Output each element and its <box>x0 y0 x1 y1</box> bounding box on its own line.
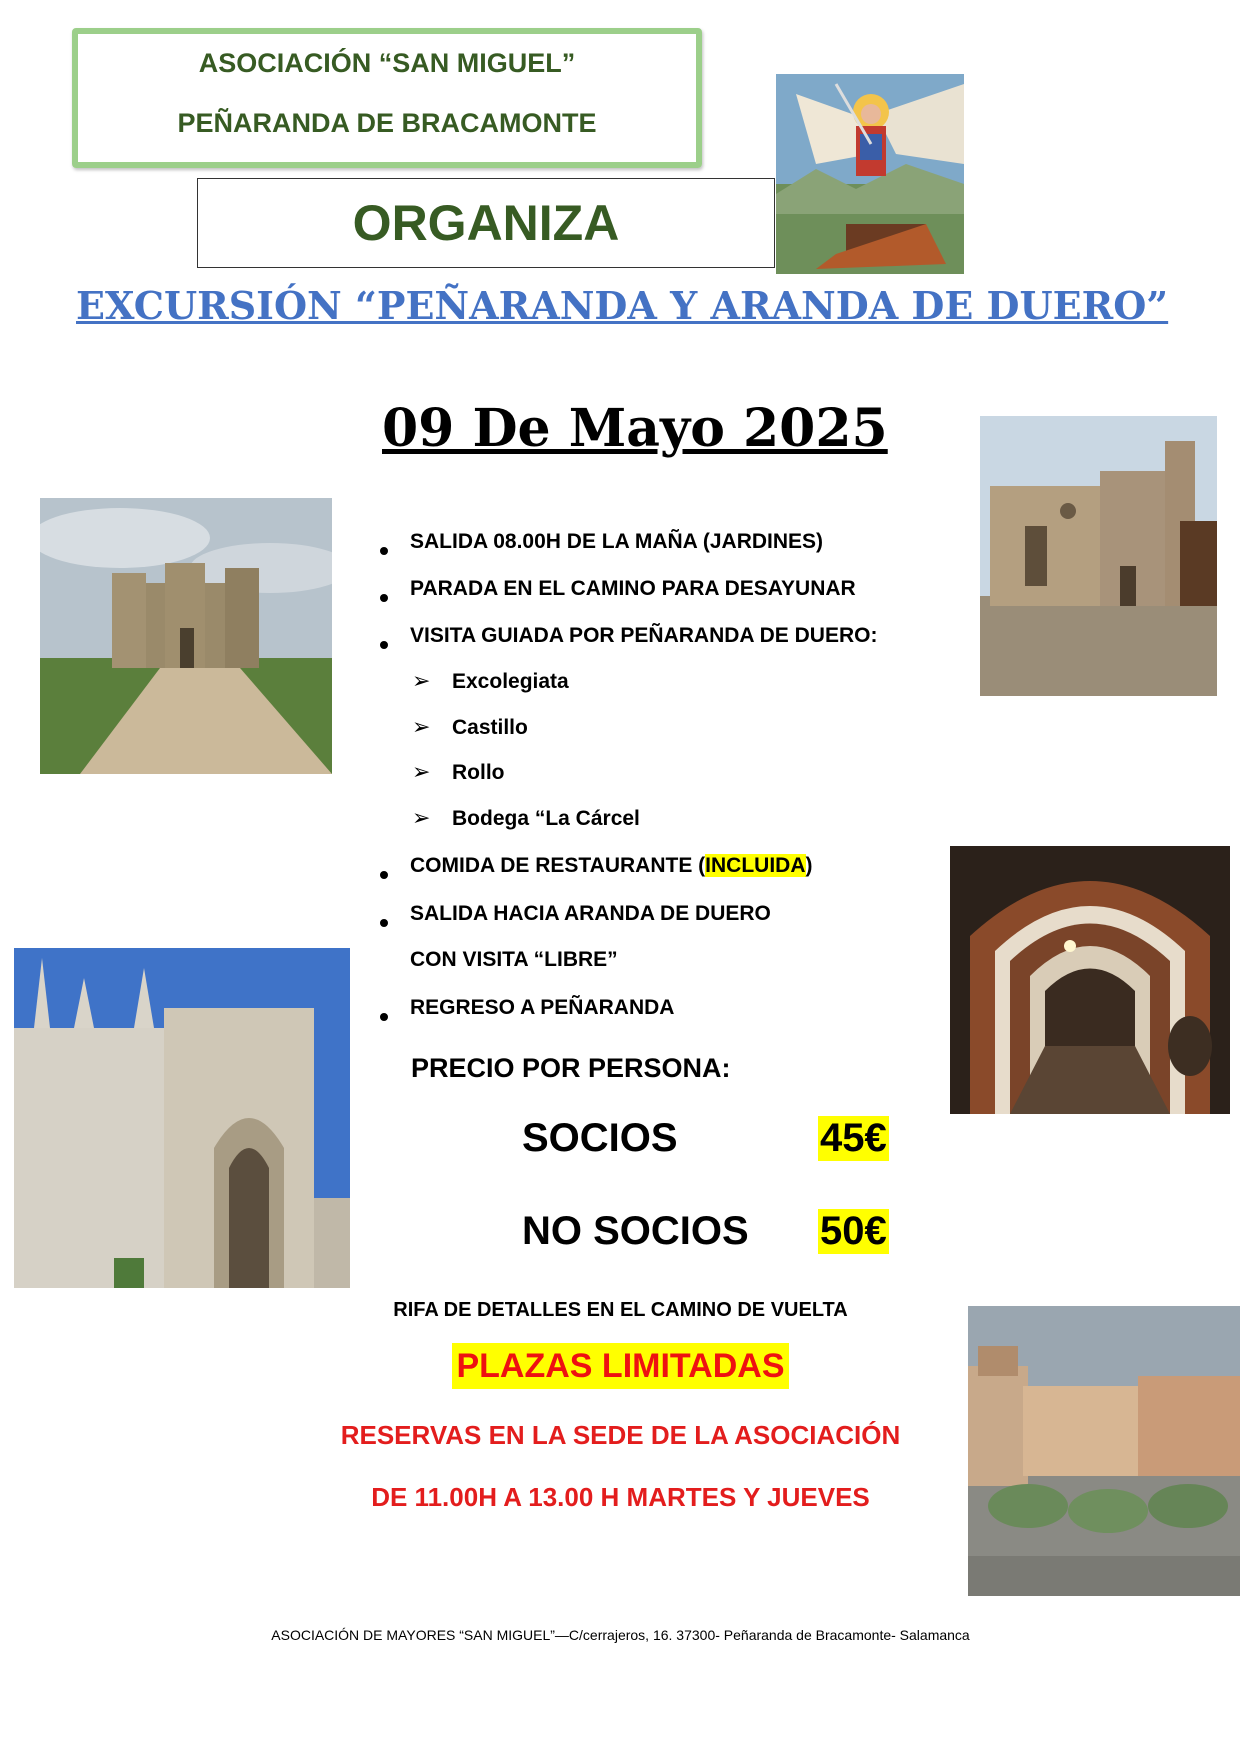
itinerary-item-aranda: SALIDA HACIA ARANDA DE DUERO <box>410 902 771 925</box>
arrow-bullet-icon: ➢ <box>412 805 431 830</box>
visit-stop-rollo: Rollo <box>452 761 505 784</box>
wine-cellar-photo <box>950 846 1230 1114</box>
event-date: 09 De Mayo 2025 <box>382 398 888 459</box>
itinerary-item-return: REGRESO A PEÑARANDA <box>410 996 675 1019</box>
limited-places-wrap <box>0 1343 1241 1389</box>
castle-photo <box>40 498 332 774</box>
itinerary-item-breakfast: PARADA EN EL CAMINO PARA DESAYUNAR <box>410 577 856 600</box>
lunch-text: COMIDA DE RESTAURANTE ( <box>410 854 706 877</box>
members-label: SOCIOS <box>522 1116 678 1160</box>
bullet-dot <box>380 547 388 555</box>
excursion-title: EXCURSIÓN “PEÑARANDA Y ARANDA DE DUERO” <box>76 283 1169 328</box>
arrow-bullet-icon: ➢ <box>412 759 431 784</box>
bullet-dot <box>380 594 388 602</box>
association-town: PEÑARANDA DE BRACAMONTE <box>177 108 597 138</box>
non-members-price: 50€ <box>820 1209 887 1253</box>
association-header-box <box>72 28 702 168</box>
arrow-bullet-icon: ➢ <box>412 714 431 739</box>
members-price: 45€ <box>820 1116 887 1160</box>
bullet-dot <box>380 1013 388 1021</box>
association-name: ASOCIACIÓN “SAN MIGUEL” <box>198 48 576 78</box>
price-heading: PRECIO POR PERSONA: <box>411 1053 731 1083</box>
reservations-hours: DE 11.00H A 13.00 H MARTES Y JUEVES <box>371 1482 870 1512</box>
raffle-note: RIFA DE DETALLES EN EL CAMINO DE VUELTA <box>393 1299 848 1321</box>
bullet-dot <box>380 641 388 649</box>
bullet-dot <box>380 871 388 879</box>
reservations-location: RESERVAS EN LA SEDE DE LA ASOCIACIÓN <box>340 1420 901 1450</box>
gothic-church-photo <box>14 948 350 1288</box>
itinerary-item-lunch <box>410 854 813 878</box>
arrow-bullet-icon: ➢ <box>412 668 431 693</box>
bullet-dot <box>380 919 388 927</box>
itinerary-item-aranda-free-visit: CON VISITA “LIBRE” <box>410 948 618 971</box>
non-members-label: NO SOCIOS <box>522 1209 749 1253</box>
lunch-text-end: ) <box>805 854 813 877</box>
visit-stop-bodega: Bodega “La Cárcel <box>452 807 640 830</box>
visit-stop-castillo: Castillo <box>452 716 528 739</box>
limited-places-badge: PLAZAS LIMITADAS <box>452 1343 788 1389</box>
included-highlight: INCLUIDA <box>705 854 806 877</box>
collegiate-church-photo <box>980 416 1217 696</box>
footer-address: ASOCIACIÓN DE MAYORES “SAN MIGUEL”—C/cerrajeros, 16. 37300- Peñaranda de Bracamonte- Salamanca <box>271 1627 970 1643</box>
organiza-heading: ORGANIZA <box>197 178 775 268</box>
saint-michael-image <box>776 74 964 274</box>
visit-stop-excolegiata: Excolegiata <box>452 670 569 693</box>
itinerary-item-guided-visit: VISITA GUIADA POR PEÑARANDA DE DUERO: <box>410 624 878 647</box>
itinerary-item-departure: SALIDA 08.00H DE LA MAÑA (JARDINES) <box>410 530 824 553</box>
